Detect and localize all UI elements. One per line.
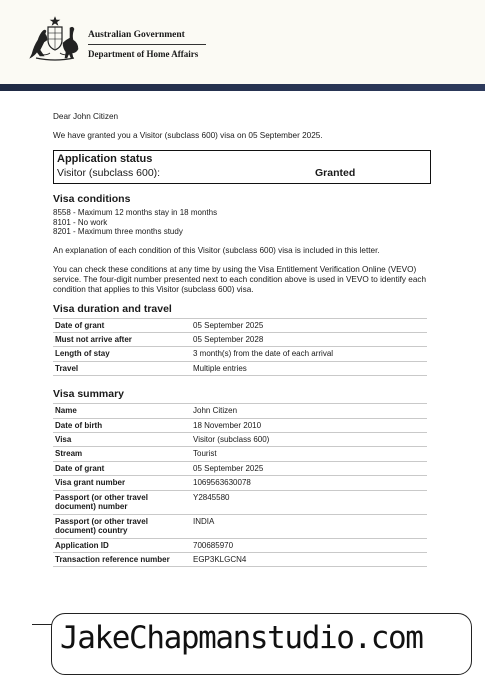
row-value: 05 September 2028 [191,333,427,347]
summary-table [53,403,427,567]
row-value: Multiple entries [191,361,427,375]
row-label: Visa [53,433,191,447]
row-value: 05 September 2025 [191,461,427,475]
status-title: Application status [57,153,153,165]
row-value: 700685970 [191,538,427,552]
row-value: 05 September 2025 [191,318,427,332]
row-label: Must not arrive after [53,333,191,347]
condition-item: 8201 - Maximum three months study [53,227,183,237]
table-row [53,418,427,432]
table-row [53,404,427,418]
vevo-text: You can check these conditions at any time by using the Visa Entitlement Verification Online (VEVO) service. The four-digit number presented next to each condition above is used in VEVO to identify each condition that applies to this Visitor (subclass 600) visa. [53,264,427,294]
table-row [53,461,427,475]
status-row [57,167,426,180]
table-row [53,447,427,461]
status-label: Visitor (subclass 600): [57,167,161,180]
explanation-text: An explanation of each condition of this Visitor (subclass 600) visa is included in this letter. [53,245,380,255]
row-value: Tourist [191,447,427,461]
row-label: Visa grant number [53,476,191,490]
intro-text: We have granted you a Visitor (subclass 600) visa on 05 September 2025. [53,131,323,140]
row-label: Date of grant [53,318,191,332]
table-row [53,433,427,447]
coat-of-arms-icon [26,16,84,62]
row-value: 1069563630078 [191,476,427,490]
row-label: Application ID [53,538,191,552]
row-value: Visitor (subclass 600) [191,433,427,447]
letterhead [0,0,485,84]
summary-title: Visa summary [53,388,125,401]
conditions-list [53,208,431,237]
department-name: Department of Home Affairs [88,49,199,59]
row-value: Y2845580 [191,490,427,514]
application-status-box [53,150,431,184]
row-value: EGP3KLGCN4 [191,552,427,566]
row-value: John Citizen [191,404,427,418]
row-label: Date of birth [53,418,191,432]
row-value: 3 month(s) from the date of each arrival [191,347,427,361]
row-label: Date of grant [53,461,191,475]
row-label: Passport (or other travel document) number [53,490,191,514]
duration-table [53,318,427,377]
row-label: Stream [53,447,191,461]
row-label: Travel [53,361,191,375]
table-row [53,552,427,566]
row-label: Name [53,404,191,418]
table-row [53,347,427,361]
table-row [53,476,427,490]
watermark-text: JakeChapmanstudio.com [60,620,423,656]
greeting: Dear John Citizen [53,112,119,121]
condition-item: 8101 - No work [53,217,108,227]
table-row [53,514,427,538]
table-row [53,333,427,347]
row-label: Length of stay [53,347,191,361]
conditions-title: Visa conditions [53,193,131,206]
row-label: Transaction reference number [53,552,191,566]
status-value: Granted [315,167,356,180]
row-value: INDIA [191,514,427,538]
duration-title: Visa duration and travel [53,302,172,315]
condition-item: 8558 - Maximum 12 months stay in 18 months [53,208,218,217]
table-row [53,361,427,375]
header-band [0,84,485,91]
letter-body [53,112,431,579]
table-row [53,318,427,332]
gov-name: Australian Government [88,30,185,40]
government-title [88,30,206,59]
row-label: Passport (or other travel document) country [53,514,191,538]
watermark-tick [32,624,53,625]
letterhead-divider [88,44,206,45]
row-value: 18 November 2010 [191,418,427,432]
table-row [53,490,427,514]
table-row [53,538,427,552]
